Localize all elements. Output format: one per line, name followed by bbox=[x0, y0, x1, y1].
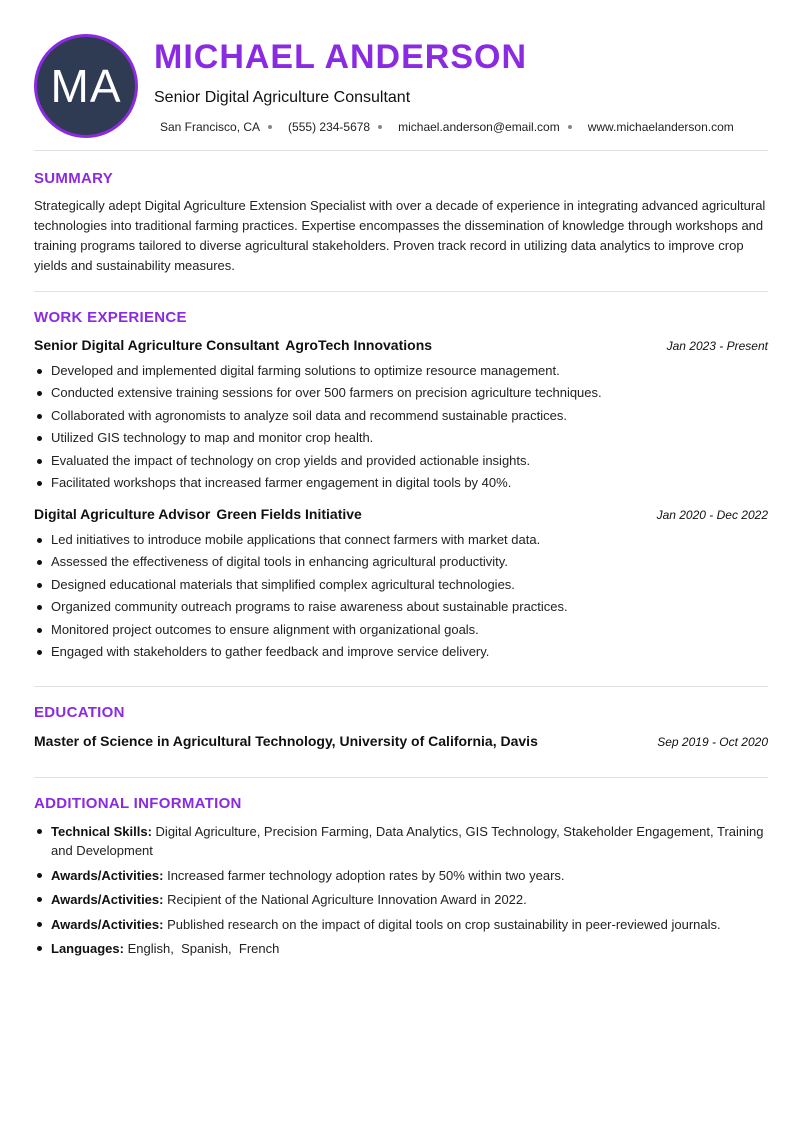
experience-heading: WORK EXPERIENCE bbox=[34, 309, 187, 326]
job-header bbox=[34, 506, 768, 522]
divider bbox=[34, 777, 768, 778]
item-label: Awards/Activities: bbox=[51, 916, 164, 932]
list-item: Utilized GIS technology to map and monitor crop health. bbox=[34, 427, 768, 449]
job-title bbox=[34, 506, 362, 522]
candidate-title: Senior Digital Agriculture Consultant bbox=[154, 89, 411, 106]
divider bbox=[34, 291, 768, 292]
candidate-name: MICHAEL ANDERSON bbox=[154, 38, 528, 76]
education-degree: Master of Science in Agricultural Technology, University of California, Davis bbox=[34, 733, 538, 749]
list-item bbox=[34, 915, 768, 934]
item-label: Languages: bbox=[51, 941, 124, 956]
separator-dot-icon bbox=[568, 125, 572, 129]
education-entry bbox=[34, 733, 768, 749]
separator-dot-icon bbox=[268, 125, 272, 129]
list-item: Collaborated with agronomists to analyze soil data and recommend sustainable practices. bbox=[34, 405, 768, 427]
list-item bbox=[34, 866, 768, 885]
contact-phone: (555) 234-5678 bbox=[288, 120, 371, 134]
job-role: Senior Digital Agriculture Consultant bbox=[34, 337, 280, 353]
job-dates: Jan 2023 - Present bbox=[666, 339, 768, 353]
job-bullets bbox=[34, 360, 768, 494]
item-text: Published research on the impact of digital tools on crop sustainability in peer-reviewed journals. bbox=[167, 916, 721, 932]
list-item bbox=[34, 939, 768, 958]
job-company: Green Fields Initiative bbox=[216, 506, 362, 522]
job-title bbox=[34, 337, 432, 353]
item-text: Digital Agriculture, Precision Farming, Data Analytics, GIS Technology, Stakeholder Engagement, Training and Development bbox=[51, 824, 764, 858]
job-bullets bbox=[34, 529, 768, 663]
job-dates: Jan 2020 - Dec 2022 bbox=[656, 508, 768, 522]
list-item: Developed and implemented digital farming solutions to optimize resource management. bbox=[34, 360, 768, 382]
list-item: Monitored project outcomes to ensure alignment with organizational goals. bbox=[34, 619, 768, 641]
list-item bbox=[34, 822, 768, 860]
list-item: Engaged with stakeholders to gather feedback and improve service delivery. bbox=[34, 641, 768, 663]
contact-email[interactable]: michael.anderson@email.com bbox=[398, 120, 560, 134]
additional-list bbox=[34, 822, 768, 964]
list-item: Organized community outreach programs to raise awareness about sustainable practices. bbox=[34, 596, 768, 618]
additional-heading: ADDITIONAL INFORMATION bbox=[34, 795, 242, 812]
list-item: Led initiatives to introduce mobile applications that connect farmers with market data. bbox=[34, 529, 768, 551]
item-label: Technical Skills: bbox=[51, 824, 152, 839]
item-label: Awards/Activities: bbox=[51, 892, 164, 907]
list-item: Evaluated the impact of technology on crop yields and provided actionable insights. bbox=[34, 450, 768, 472]
separator-dot-icon bbox=[378, 125, 382, 129]
item-text: English, Spanish, French bbox=[127, 941, 280, 956]
divider bbox=[34, 686, 768, 687]
job-company: AgroTech Innovations bbox=[285, 337, 433, 353]
avatar bbox=[34, 34, 138, 138]
item-text: Increased farmer technology adoption rates by 50% within two years. bbox=[167, 867, 565, 883]
list-item: Conducted extensive training sessions for over 500 farmers on precision agriculture techniques. bbox=[34, 382, 768, 404]
job-header bbox=[34, 337, 768, 353]
item-label: Awards/Activities: bbox=[51, 867, 164, 883]
contact-line bbox=[160, 120, 734, 134]
education-heading: EDUCATION bbox=[34, 704, 125, 721]
list-item: Assessed the effectiveness of digital tools in enhancing agricultural productivity. bbox=[34, 551, 768, 573]
list-item: Designed educational materials that simplified complex agricultural technologies. bbox=[34, 574, 768, 596]
summary-heading: SUMMARY bbox=[34, 170, 114, 187]
summary-text: Strategically adept Digital Agriculture Extension Specialist with over a decade of experience in integrating advanced agricultural technologies into traditional farming practices. Expertise encompasses the dissemination of knowledge through workshops and training programs tailored to diverse agricultural stakeholders. Proven track record in utilizing data analytics to improve crop yields and sustainability measures. bbox=[34, 198, 766, 273]
contact-location: San Francisco, CA bbox=[160, 120, 261, 134]
contact-website[interactable]: www.michaelanderson.com bbox=[587, 120, 734, 134]
education-dates: Sep 2019 - Oct 2020 bbox=[657, 735, 768, 749]
list-item bbox=[34, 890, 768, 909]
avatar-initials: MA bbox=[50, 60, 122, 112]
list-item: Facilitated workshops that increased farmer engagement in digital tools by 40%. bbox=[34, 472, 768, 494]
item-text: Recipient of the National Agriculture Innovation Award in 2022. bbox=[167, 892, 527, 907]
job-role: Digital Agriculture Advisor bbox=[34, 506, 211, 522]
divider bbox=[34, 150, 768, 151]
